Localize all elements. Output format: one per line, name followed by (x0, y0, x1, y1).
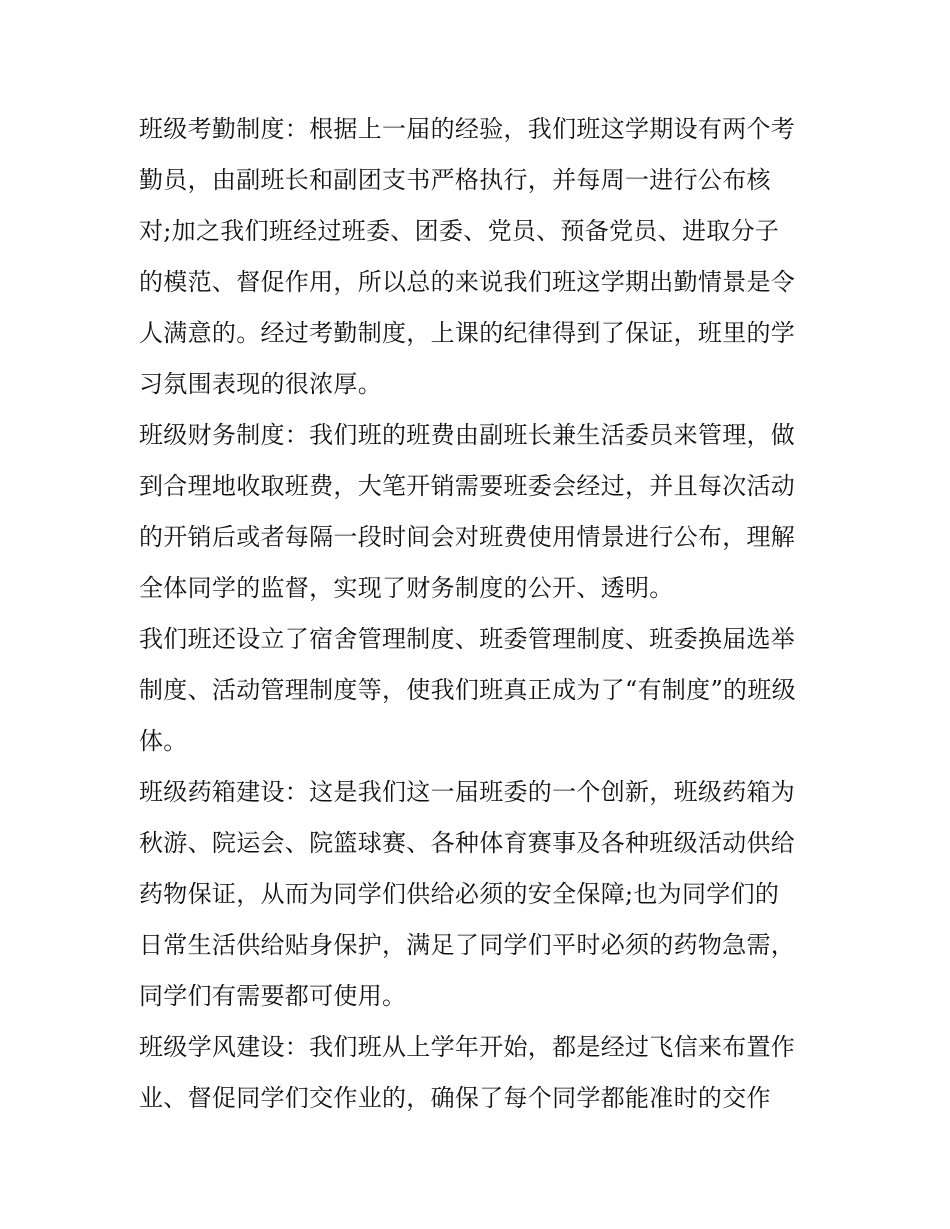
text-line-2: 勤员，由副班长和副团支书严格执行，并每周一进行公布核 (139, 166, 771, 194)
text-line-14: 班级药箱建设：这是我们这一届班委的一个创新，班级药箱为 (139, 778, 796, 806)
text-line-5: 人满意的。经过考勤制度，上课的纪律得到了保证，班里的学 (139, 319, 796, 347)
text-line-17: 日常生活供给贴身保护，满足了同学们平时必须的药物急需， (139, 931, 796, 959)
text-line-19: 班级学风建设：我们班从上学年开始，都是经过飞信来布置作 (139, 1033, 796, 1061)
text-line-10: 全体同学的监督，实现了财务制度的公开、透明。 (139, 574, 674, 602)
text-line-20: 业、督促同学们交作业的，确保了每个同学都能准时的交作 (139, 1084, 771, 1112)
text-line-12: 制度、活动管理制度等，使我们班真正成为了“有制度”的班级 (139, 676, 796, 704)
text-line-9: 的开销后或者每隔一段时间会对班费使用情景进行公布，理解 (139, 523, 796, 551)
text-line-4: 的模范、督促作用，所以总的来说我们班这学期出勤情景是令 (139, 268, 796, 296)
text-line-13: 体。 (139, 727, 188, 755)
text-line-3: 对;加之我们班经过班委、团委、党员、预备党员、进取分子 (139, 217, 780, 245)
text-line-11: 我们班还设立了宿舍管理制度、班委管理制度、班委换届选举 (139, 625, 796, 653)
text-line-1: 班级考勤制度：根据上一届的经验，我们班这学期设有两个考 (139, 115, 796, 143)
text-line-7: 班级财务制度：我们班的班费由副班长兼生活委员来管理，做 (139, 421, 796, 449)
text-line-8: 到合理地收取班费，大笔开销需要班委会经过，并且每次活动 (139, 472, 796, 500)
text-line-16: 药物保证，从而为同学们供给必须的安全保障;也为同学们的 (139, 880, 780, 908)
text-line-6: 习氛围表现的很浓厚。 (139, 370, 382, 398)
text-line-18: 同学们有需要都可使用。 (139, 982, 407, 1010)
text-line-15: 秋游、院运会、院篮球赛、各种体育赛事及各种班级活动供给 (139, 829, 796, 857)
document-body (139, 104, 819, 1124)
